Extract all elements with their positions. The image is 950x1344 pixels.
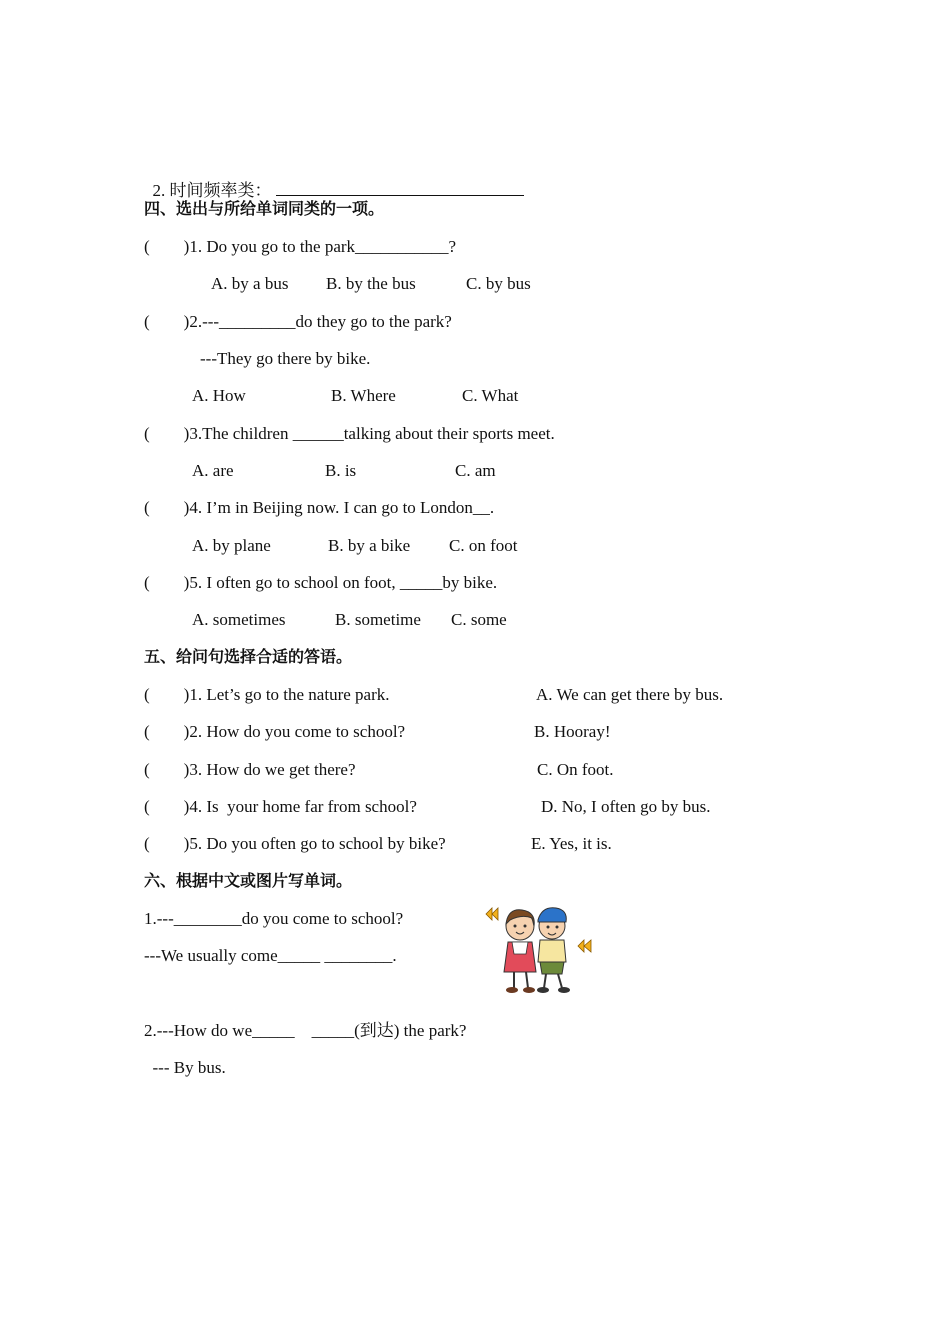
- children-walking-icon: [478, 902, 602, 1002]
- s6-item2-line1: 2.---How do we_____ _____(到达) the park?: [144, 1021, 467, 1040]
- s6-item1-line2: ---We usually come_____ ________.: [144, 946, 397, 965]
- s4-q2-option-b[interactable]: B. Where: [331, 386, 396, 405]
- s4-q4-stem: ( )4. I’m in Beijing now. I can go to London__.: [144, 498, 495, 517]
- s4-q1-option-b[interactable]: B. by the bus: [326, 274, 416, 293]
- s5-answer-e: E. Yes, it is.: [531, 834, 612, 853]
- s5-answer-b: B. Hooray!: [534, 722, 611, 741]
- s4-q1-stem: ( )1. Do you go to the park___________?: [144, 237, 457, 256]
- s4-q1-option-a[interactable]: A. by a bus: [211, 274, 289, 293]
- s4-q3-option-b[interactable]: B. is: [325, 461, 357, 480]
- s6-item2-line2: --- By bus.: [144, 1058, 226, 1077]
- s5-answer-a: A. We can get there by bus.: [536, 685, 724, 704]
- s5-q1: ( )1. Let’s go to the nature park.: [144, 685, 390, 704]
- s4-q3-option-c[interactable]: C. am: [455, 461, 496, 480]
- s5-q4: ( )4. Is your home far from school?: [144, 797, 417, 816]
- s4-q4-option-c[interactable]: C. on foot: [449, 536, 518, 555]
- s4-q5-option-b[interactable]: B. sometime: [335, 610, 421, 629]
- section4-heading: 四、选出与所给单词同类的一项。: [144, 199, 385, 218]
- s5-answer-c: C. On foot.: [537, 760, 614, 779]
- category-label-text: 2. 时间频率类：: [152, 181, 272, 200]
- s4-q5-option-a[interactable]: A. sometimes: [192, 610, 286, 629]
- s4-q2-option-c[interactable]: C. What: [462, 386, 519, 405]
- section5-heading: 五、给问句选择合适的答语。: [144, 647, 353, 666]
- s6-item1-line1: 1.---________do you come to school?: [144, 909, 404, 928]
- s4-q3-stem: ( )3.The children ______talking about their sports meet.: [144, 424, 555, 443]
- s4-q2-option-a[interactable]: A. How: [192, 386, 246, 405]
- s4-q1-option-c[interactable]: C. by bus: [466, 274, 531, 293]
- s4-q5-option-c[interactable]: C. some: [451, 610, 507, 629]
- s5-q2: ( )2. How do you come to school?: [144, 722, 406, 741]
- s4-q2-stem: ( )2.---_________do they go to the park?: [144, 312, 452, 331]
- s4-q4-option-a[interactable]: A. by plane: [192, 536, 271, 555]
- section6-heading: 六、根据中文或图片写单词。: [144, 871, 353, 890]
- s4-q3-option-a[interactable]: A. are: [192, 461, 234, 480]
- category-label-time-frequency: [144, 161, 524, 201]
- s4-q2-reply: ---They go there by bike.: [200, 349, 371, 368]
- s4-q4-option-b[interactable]: B. by a bike: [328, 536, 411, 555]
- s5-answer-d: D. No, I often go by bus.: [541, 797, 711, 816]
- s5-q3: ( )3. How do we get there?: [144, 760, 356, 779]
- answer-blank-line[interactable]: [276, 181, 524, 196]
- s5-q5: ( )5. Do you often go to school by bike?: [144, 834, 446, 853]
- s4-q5-stem: ( )5. I often go to school on foot, _____by bike.: [144, 573, 498, 592]
